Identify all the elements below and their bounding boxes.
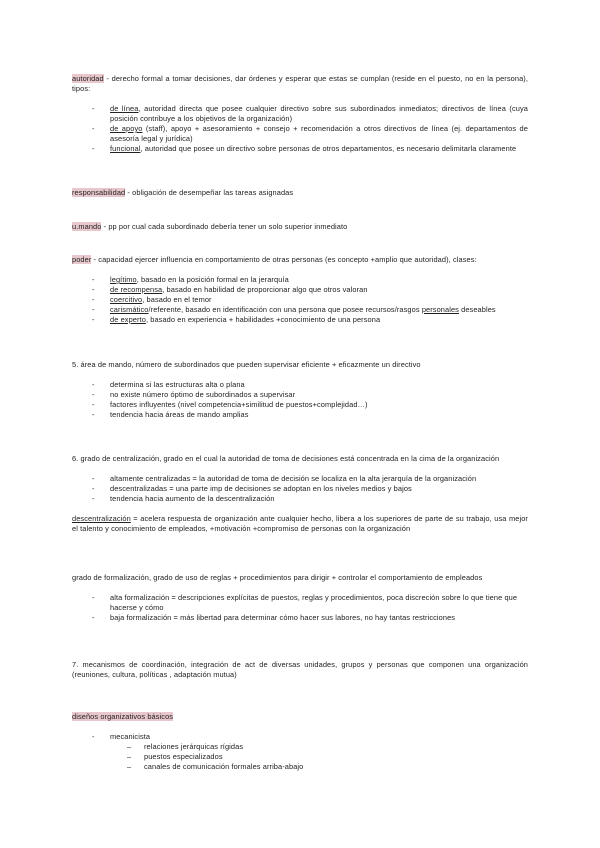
term-highlight: responsabilidad <box>72 188 126 197</box>
list-item: - descentralizadas = una parte imp de decisiones se adoptan en los niveles medios y bajos <box>72 484 528 494</box>
formalizacion-heading: grado de formalización, grado de uso de reglas + procedimientos para dirigir + controlar el comportamiento de empleados <box>72 573 483 582</box>
section-centralizacion <box>72 454 528 534</box>
mecanismos-heading: 7. mecanismos de coordinación, integración de act de diversas unidades, grupos y personas que componen una organización (reuniones, cultura, políticas , adaptación mutua) <box>72 660 528 679</box>
term-highlight: u.mando <box>72 222 102 231</box>
area-mando-list <box>72 380 528 420</box>
list-item: - factores influyentes (nivel competencia+similitud de puestos+complejidad…) <box>72 400 528 410</box>
poder-definition: poder - capacidad ejercer influencia en comportamiento de otras personas (es concepto +amplio que autoridad), clases: <box>72 255 477 264</box>
disenos-list <box>72 732 528 772</box>
section-unidad-mando <box>72 222 528 232</box>
area-mando-heading: 5. área de mando, número de subordinados que pueden supervisar eficiente + eficazmente un directivo <box>72 360 421 369</box>
centralizacion-heading: 6. grado de centralización, grado en el cual la autoridad de toma de decisiones está concentrada en la cima de la organización <box>72 454 500 463</box>
list-item: - no existe número óptimo de subordinados a supervisar <box>72 390 528 400</box>
section-poder <box>72 255 528 325</box>
section-mecanismos <box>72 660 528 680</box>
list-item: - funcional, autoridad que posee un directivo sobre personas de otros departamentos, es necesario delimitarla claramente <box>72 144 528 154</box>
formalizacion-list <box>72 593 528 623</box>
list-item: - carismático/referente, basado en identificación con una persona que posee recursos/rasgos personales deseables <box>72 305 528 315</box>
list-item: - mecanicista – relaciones jerárquicas rígidas – puestos especializados – canales de comunicación formales arriba-abajo <box>72 732 528 772</box>
section-responsabilidad <box>72 188 528 198</box>
list-item: - tendencia hacia áreas de mando amplias <box>72 410 528 420</box>
umando-definition: u.mando - pp por cual cada subordinado debería tener un solo superior inmediato <box>72 222 348 231</box>
list-item: - altamente centralizadas = la autoridad de toma de decisión se localiza en la alta jerarquía de la organización <box>72 474 528 484</box>
autoridad-definition: autoridad - derecho formal a tomar decisiones, dar órdenes y esperar que estas se cumplan (reside en el puesto, no en la persona), tipos: <box>72 74 528 93</box>
list-item: – relaciones jerárquicas rígidas <box>72 742 528 752</box>
disenos-heading <box>72 712 528 722</box>
list-item: – puestos especializados <box>72 752 528 762</box>
list-item: - baja formalización = más libertad para determinar cómo hacer sus labores, no hay tantas restricciones <box>72 613 528 623</box>
list-item: - tendencia hacia aumento de la descentralización <box>72 494 528 504</box>
list-item: - de recompensa, basado en habilidad de proporcionar algo que otros valoran <box>72 285 528 295</box>
poder-classes-list <box>72 275 528 325</box>
descentralizacion-paragraph: descentralización = acelera respuesta de organización ante cualquier hecho, libera a los superiores de parte de su trabajo, usa mejor el talento y conocimiento de empleados, +motivación +compromiso de personas con la organización <box>72 514 528 533</box>
centralizacion-list <box>72 474 528 504</box>
list-item: - de experto, basado en experiencia + habilidades +conocimiento de una persona <box>72 315 528 325</box>
term-highlight: autoridad <box>72 74 104 83</box>
list-item: – canales de comunicación formales arriba-abajo <box>72 762 528 772</box>
section-formalizacion <box>72 573 528 623</box>
list-item: - coercitivo, basado en el temor <box>72 295 528 305</box>
responsabilidad-definition: responsabilidad - obligación de desempeñar las tareas asignadas <box>72 188 294 197</box>
term-highlight: poder <box>72 255 92 264</box>
section-disenos <box>72 712 528 772</box>
list-item: - de apoyo (staff), apoyo + asesoramiento + consejo + recomendación a otros directivos de línea (ej. departamentos de asesoría legal y jurídica) <box>72 124 528 144</box>
section-area-mando <box>72 360 528 420</box>
list-item: - determina si las estructuras alta o plana <box>72 380 528 390</box>
list-item: - de línea, autoridad directa que posee cualquier directivo sobre sus subordinados inmediatos; directivos de línea (cuya posición contribuye a los objetivos de la organización) <box>72 104 528 124</box>
section-autoridad <box>72 74 528 154</box>
mecanicista-sublist <box>110 742 528 772</box>
list-item: - legítimo, basado en la posición formal en la jerarquía <box>72 275 528 285</box>
autoridad-types-list <box>72 104 528 154</box>
term-highlight: diseños organizativos básicos <box>72 712 174 721</box>
list-item: - alta formalización = descripciones explícitas de puestos, reglas y procedimientos, poca discreción sobre lo que tiene que hacerse y cómo <box>72 593 528 613</box>
